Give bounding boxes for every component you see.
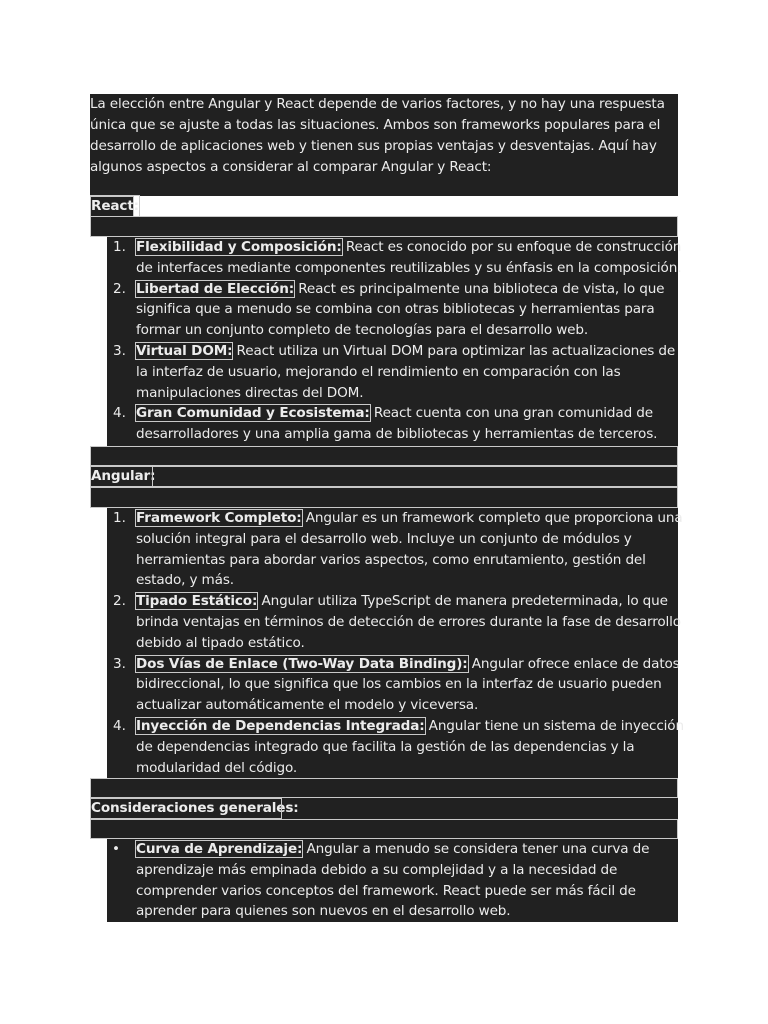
angular-item-line: herramientas para abordar varios aspectos, como enrutamiento, gestión del: [136, 551, 646, 568]
general-item-line: comprender varios conceptos del framework. React puede ser más fácil de: [136, 882, 636, 899]
angular-item-line: debido al tipado estático.: [136, 634, 305, 651]
angular-spacer: [90, 487, 678, 508]
angular-item-line: de dependencias integrado que facilita la gestión de las dependencias y la: [136, 738, 635, 755]
angular-item-line: estado, y más.: [136, 572, 234, 589]
angular-item-number: 3.: [113, 655, 126, 672]
angular-item-lead: Dos Vías de Enlace (Two-Way Data Binding):: [136, 655, 468, 672]
react-item-line: la interfaz de usuario, mejorando el rendimiento en comparación con las: [136, 363, 621, 380]
react-item-number: 2.: [113, 280, 126, 297]
react-item-line: Flexibilidad y Composición: React es conocido por su enfoque de construcción: [136, 239, 682, 255]
react-item-line: formar un conjunto completo de tecnologías para el desarrollo web.: [136, 322, 589, 339]
angular-item-line: Inyección de Dependencias Integrada: Angular tiene un sistema de inyección: [136, 718, 684, 734]
angular-item-lead: Inyección de Dependencias Integrada:: [136, 718, 425, 734]
general-item-line: aprendizaje más empinada debido a su complejidad y a la necesidad de: [136, 861, 618, 878]
angular-heading: Angular:: [91, 468, 156, 484]
angular-bottom-spacer: [90, 778, 678, 798]
angular-item-line: actualizar automáticamente el modelo y viceversa.: [136, 697, 479, 714]
react-item-line: de interfaces mediante componentes reutilizables y su énfasis en la composición.: [136, 259, 682, 276]
react-item-line: significa que a menudo se combina con otras bibliotecas y herramientas para: [136, 301, 655, 318]
angular-item-line: bidireccional, lo que significa que los cambios en la interfaz de usuario pueden: [136, 676, 662, 693]
angular-item-line: modularidad del código.: [136, 759, 298, 776]
react-item-number: 3.: [113, 343, 126, 359]
general-spacer: [90, 819, 678, 839]
angular-item-line: Framework Completo: Angular es un framework completo que proporciona una: [136, 510, 683, 526]
general-heading: Consideraciones generales:: [91, 800, 299, 816]
react-item-line: manipulaciones directas del DOM.: [136, 384, 364, 401]
angular-heading-bar: [90, 466, 678, 487]
react-item-lead: Gran Comunidad y Ecosistema:: [136, 405, 370, 422]
react-item-line: Libertad de Elección: React es principalmente una biblioteca de vista, lo que: [136, 280, 665, 297]
angular-item-line: brinda ventajas en términos de detección de errores durante la fase de desarrollo: [136, 614, 681, 630]
angular-item-lead: Tipado Estático:: [136, 593, 258, 610]
angular-item-number: 2.: [113, 593, 126, 610]
intro-line-3: desarrollo de aplicaciones web y tienen sus propias ventajas y desventajas. Aquí hay: [90, 138, 657, 154]
general-item-line: Curva de Aprendizaje: Angular a menudo se considera tener una curva de: [136, 841, 650, 857]
react-item-line: Gran Comunidad y Ecosistema: React cuenta con una gran comunidad de: [136, 405, 653, 422]
react-heading: React:: [91, 196, 139, 217]
intro-line-2: única que se ajuste a todas las situaciones. Ambos son frameworks populares para el: [90, 117, 661, 133]
angular-item-number: 4.: [113, 718, 126, 734]
general-heading-box: [90, 798, 282, 819]
react-item-lead: Libertad de Elección:: [136, 280, 295, 297]
react-bottom-spacer: [90, 446, 678, 466]
react-item-number: 1.: [113, 239, 126, 255]
react-item-lead: Virtual DOM:: [136, 343, 233, 359]
angular-item-number: 1.: [113, 510, 126, 526]
angular-item-line: solución integral para el desarrollo web. Incluye un conjunto de módulos y: [136, 530, 632, 547]
react-item-number: 4.: [113, 405, 126, 422]
react-item-line: Virtual DOM: React utiliza un Virtual DOM para optimizar las actualizaciones de: [136, 343, 676, 359]
angular-item-line: Dos Vías de Enlace (Two-Way Data Binding): Angular ofrece enlace de datos: [136, 655, 680, 672]
general-item-lead: Curva de Aprendizaje:: [136, 841, 303, 857]
angular-heading-box: [90, 466, 156, 487]
general-item-line: aprender para quienes son nuevos en el desarrollo web.: [136, 903, 511, 920]
intro-line-4: algunos aspectos a considerar al comparar Angular y React:: [90, 159, 492, 175]
react-item-line: desarrolladores y una amplia gama de bibliotecas y herramientas de terceros.: [136, 426, 658, 443]
general-item-number: •: [111, 841, 121, 857]
react-spacer: [90, 216, 678, 237]
angular-item-lead: Framework Completo:: [136, 510, 302, 526]
angular-item-line: Tipado Estático: Angular utiliza TypeScript de manera predeterminada, lo que: [136, 593, 668, 610]
react-item-lead: Flexibilidad y Composición:: [136, 239, 342, 255]
intro-line-1: La elección entre Angular y React depende de varios factores, y no hay una respuesta: [90, 96, 665, 112]
